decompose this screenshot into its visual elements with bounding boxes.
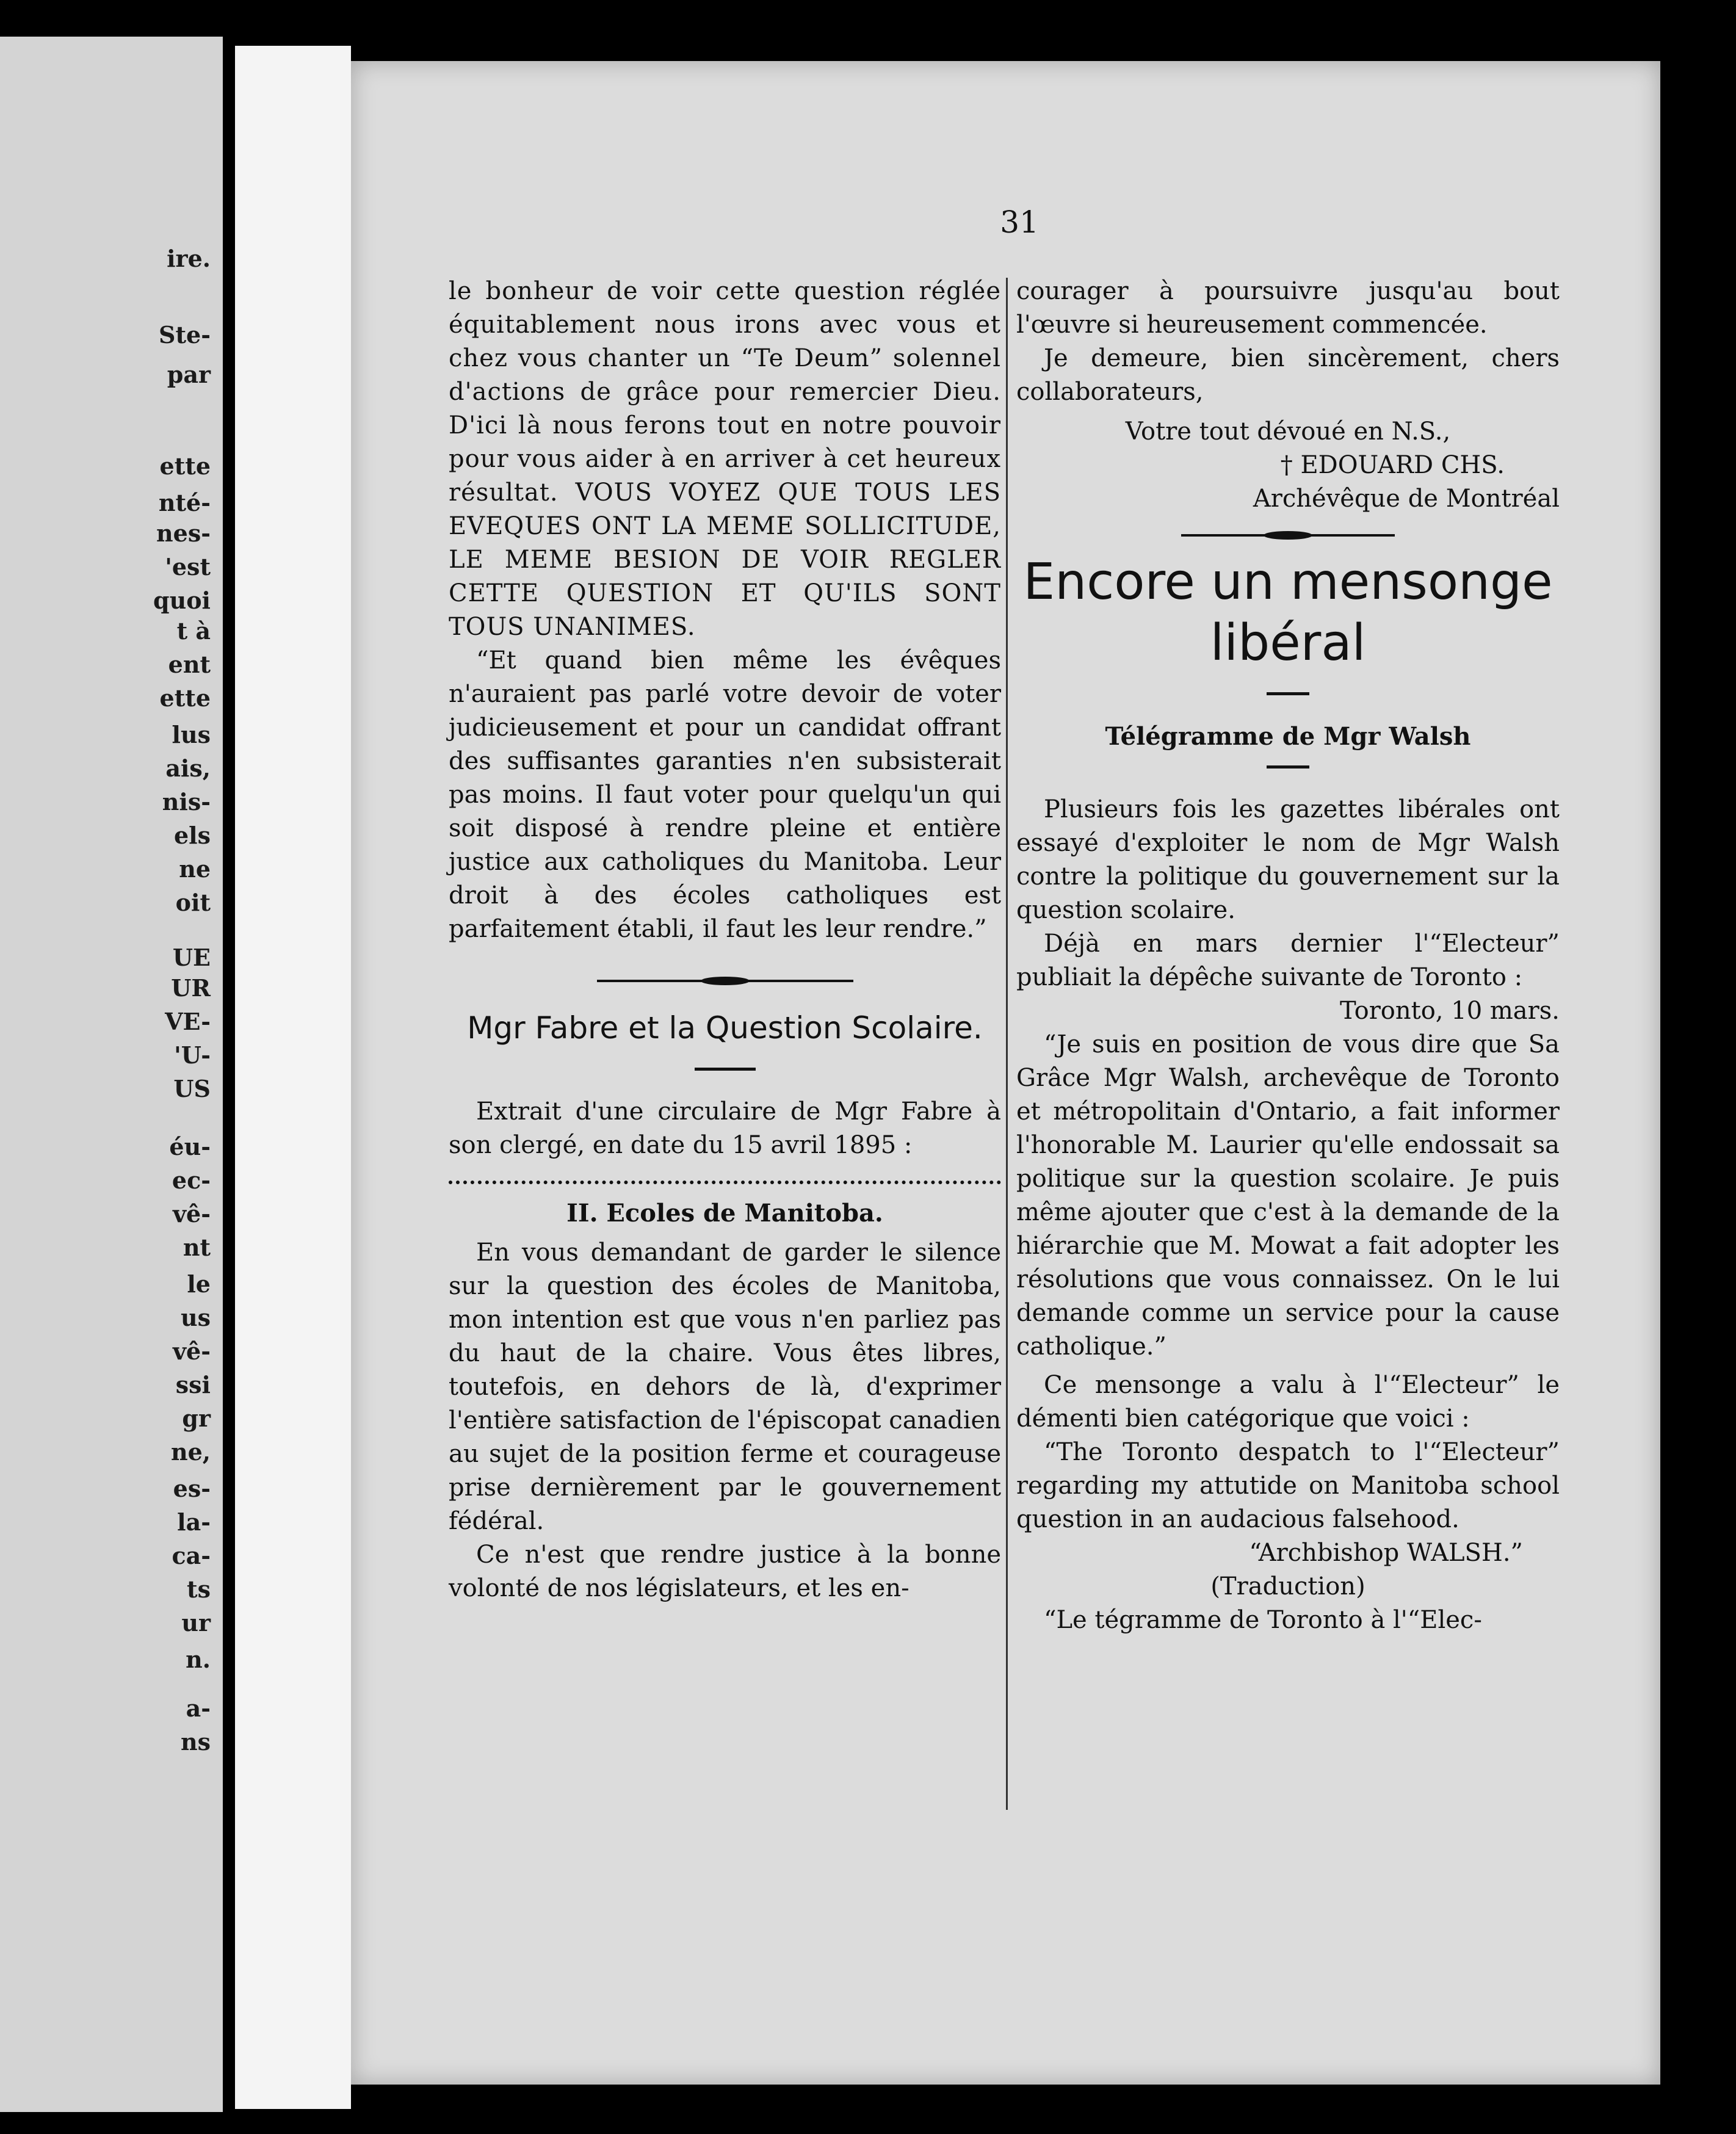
fragment-text: ent [168, 651, 211, 678]
fragment-text: vê- [172, 1337, 211, 1365]
fragment-text: t à [176, 617, 211, 645]
fragment-text: ec- [172, 1166, 211, 1194]
fragment-text: quoi [153, 587, 211, 614]
fragment-text: ette [159, 452, 211, 480]
quoted-paragraph: “Et quand bien même les évêques n'auraient pas parlé votre devoir de voter judicieusement et pour un candidat offrant des suffisantes garanties n'en subsisterait pas moins. Il faut voter pour quelqu'un qui soit disposé à rendre pleine et entière justice aux catholiques du Manitoba. Leur droit à des écoles catholiques est parfaitement établi, il faut les leur rendre.” [449, 646, 1001, 943]
fragment-text: UR [171, 974, 211, 1002]
fragment-text: lus [172, 721, 211, 748]
fragment-text: ire. [167, 245, 211, 272]
fragment-text: nes- [156, 519, 211, 547]
title-rule [1267, 692, 1309, 695]
continued-paragraph: courager à poursuivre jusqu'au bout l'œuvre si heureusement commencée. [1016, 277, 1560, 339]
circular-intro: Extrait d'une circulaire de Mgr Fabre à son clergé, en date du 15 avril 1895 : [449, 1098, 1001, 1159]
dateline: Toronto, 10 mars. [1340, 997, 1560, 1025]
page-gutter [235, 46, 351, 2109]
subheading-ecoles: II. Ecoles de Manitoba. [566, 1199, 883, 1228]
fragment-text: UE [172, 944, 211, 971]
fragment-text: els [173, 822, 211, 849]
fragment-text: 'est [165, 553, 211, 581]
page-number: 31 [1000, 204, 1039, 240]
fragment-text: es- [173, 1475, 211, 1502]
body-paragraph: Déjà en mars dernier l'“Electeur” publiait la dépêche suivante de Toronto : [1016, 930, 1560, 991]
fragment-text: gr [182, 1405, 211, 1432]
english-signature: “Archbishop WALSH.” [1249, 1539, 1523, 1567]
column-divider [1006, 278, 1008, 1810]
section-title-mensonge: Encore un mensonge libéral [1023, 553, 1553, 672]
fragment-text: ns [180, 1728, 211, 1756]
signature: † EDOUARD CHS. [1280, 451, 1505, 479]
section-ornament [597, 980, 853, 982]
body-paragraph: Plusieurs fois les gazettes libérales ont essayé d'exploiter le nom de Mgr Walsh contre la politique du gouvernement sur la question scolaire. [1016, 795, 1560, 924]
fragment-text: le [187, 1270, 211, 1298]
closing-line: Je demeure, bien sincèrement, chers collaborateurs, [1016, 344, 1560, 406]
body-paragraph: Ce n'est que rendre justice à la bonne volonté de nos législateurs, et les en- [449, 1541, 1001, 1602]
fragment-text: nt [183, 1234, 211, 1261]
section-title-fabre: Mgr Fabre et la Question Scolaire. [467, 1010, 983, 1046]
fragment-text: nté- [158, 489, 211, 516]
fragment-text: us [180, 1304, 211, 1331]
title-rule [695, 1068, 756, 1071]
translation-label: (Traduction) [1210, 1572, 1365, 1600]
fragment-text: par [167, 361, 211, 388]
quote-paragraph: “Je suis en position de vous dire que Sa Grâce Mgr Walsh, archevêque de Toronto et métropolitain d'Ontario, a fait informer l'honorable M. Laurier qu'elle endossait sa politique sur la question scolaire. Je puis même ajouter que c'est à la demande de la hiérarchie que M. Mowat a fait adopter les résolutions que vous connaissez. On le lui demande comme un service pour la cause catholique.” [1016, 1030, 1560, 1361]
fragment-text: ca- [172, 1542, 211, 1569]
signoff: Votre tout dévoué en N.S., [1125, 418, 1451, 446]
right-column [1016, 275, 1560, 1637]
fragment-text: ssi [175, 1371, 211, 1398]
adjacent-page-fragment [0, 37, 223, 2112]
fragment-text: ais, [165, 754, 211, 782]
scan-top-border [0, 0, 1736, 37]
fragment-text: a- [186, 1695, 211, 1722]
fragment-text: vê- [172, 1200, 211, 1228]
fragment-text: US [173, 1075, 211, 1102]
body-paragraph: En vous demandant de garder le silence sur la question des écoles de Manitoba, mon intention est que vous n'en parliez pas du haut de la chaire. Vous êtes libres, toutefois, en dehors de là, d'exprimer l'entière satisfaction de l'épiscopat canadien au sujet de la position ferme et courageuse prise dernièrement par le gouvernement fédéral. [449, 1239, 1001, 1535]
subheading-telegramme: Télégramme de Mgr Walsh [1105, 722, 1471, 751]
fragment-text: ne, [170, 1438, 211, 1466]
left-column [449, 275, 1001, 1605]
dotted-separator [449, 1181, 1001, 1184]
fragment-text: oit [175, 889, 211, 916]
fragment-text: ne [179, 855, 211, 883]
fragment-text: 'U- [174, 1041, 211, 1069]
signature-title: Archévêque de Montréal [1253, 485, 1560, 513]
body-paragraph: Ce mensonge a valu à l'“Electeur” le démenti bien catégorique que voici : [1016, 1371, 1560, 1433]
fragment-text: Ste- [159, 321, 211, 349]
fragment-text: éu- [169, 1133, 211, 1160]
subheading-rule [1267, 765, 1309, 769]
fragment-text: ts [187, 1575, 211, 1603]
fragment-text: ur [181, 1609, 211, 1637]
translation-start: “Le tégramme de Toronto à l'“Elec- [1044, 1606, 1482, 1634]
fragment-text: VE- [165, 1008, 211, 1035]
continued-paragraph: le bonheur de voir cette question réglée équitablement nous irons avec vous et chez vous chanter un “Te Deum” solennel d'actions de grâce pour remercier Dieu. D'ici là nous ferons tout en notre pouvoir pour vous aider à en arriver à cet heureux résultat. VOUS VOYEZ QUE TOUS LES EVEQUES ONT LA MEME SOLLICITUDE, LE MEME BESION DE VOIR REGLER CETTE QUESTION ET QU'ILS SONT TOUS UNANIMES. [449, 277, 1001, 641]
fragment-text: n. [186, 1646, 211, 1673]
fragment-text: la- [177, 1508, 211, 1536]
english-despatch: “The Toronto despatch to l'“Electeur” regarding my attutide on Manitoba school question in an audacious falsehood. [1016, 1438, 1560, 1533]
fragment-text: ette [159, 684, 211, 712]
fragment-text: nis- [162, 788, 211, 816]
section-ornament [1181, 534, 1395, 537]
